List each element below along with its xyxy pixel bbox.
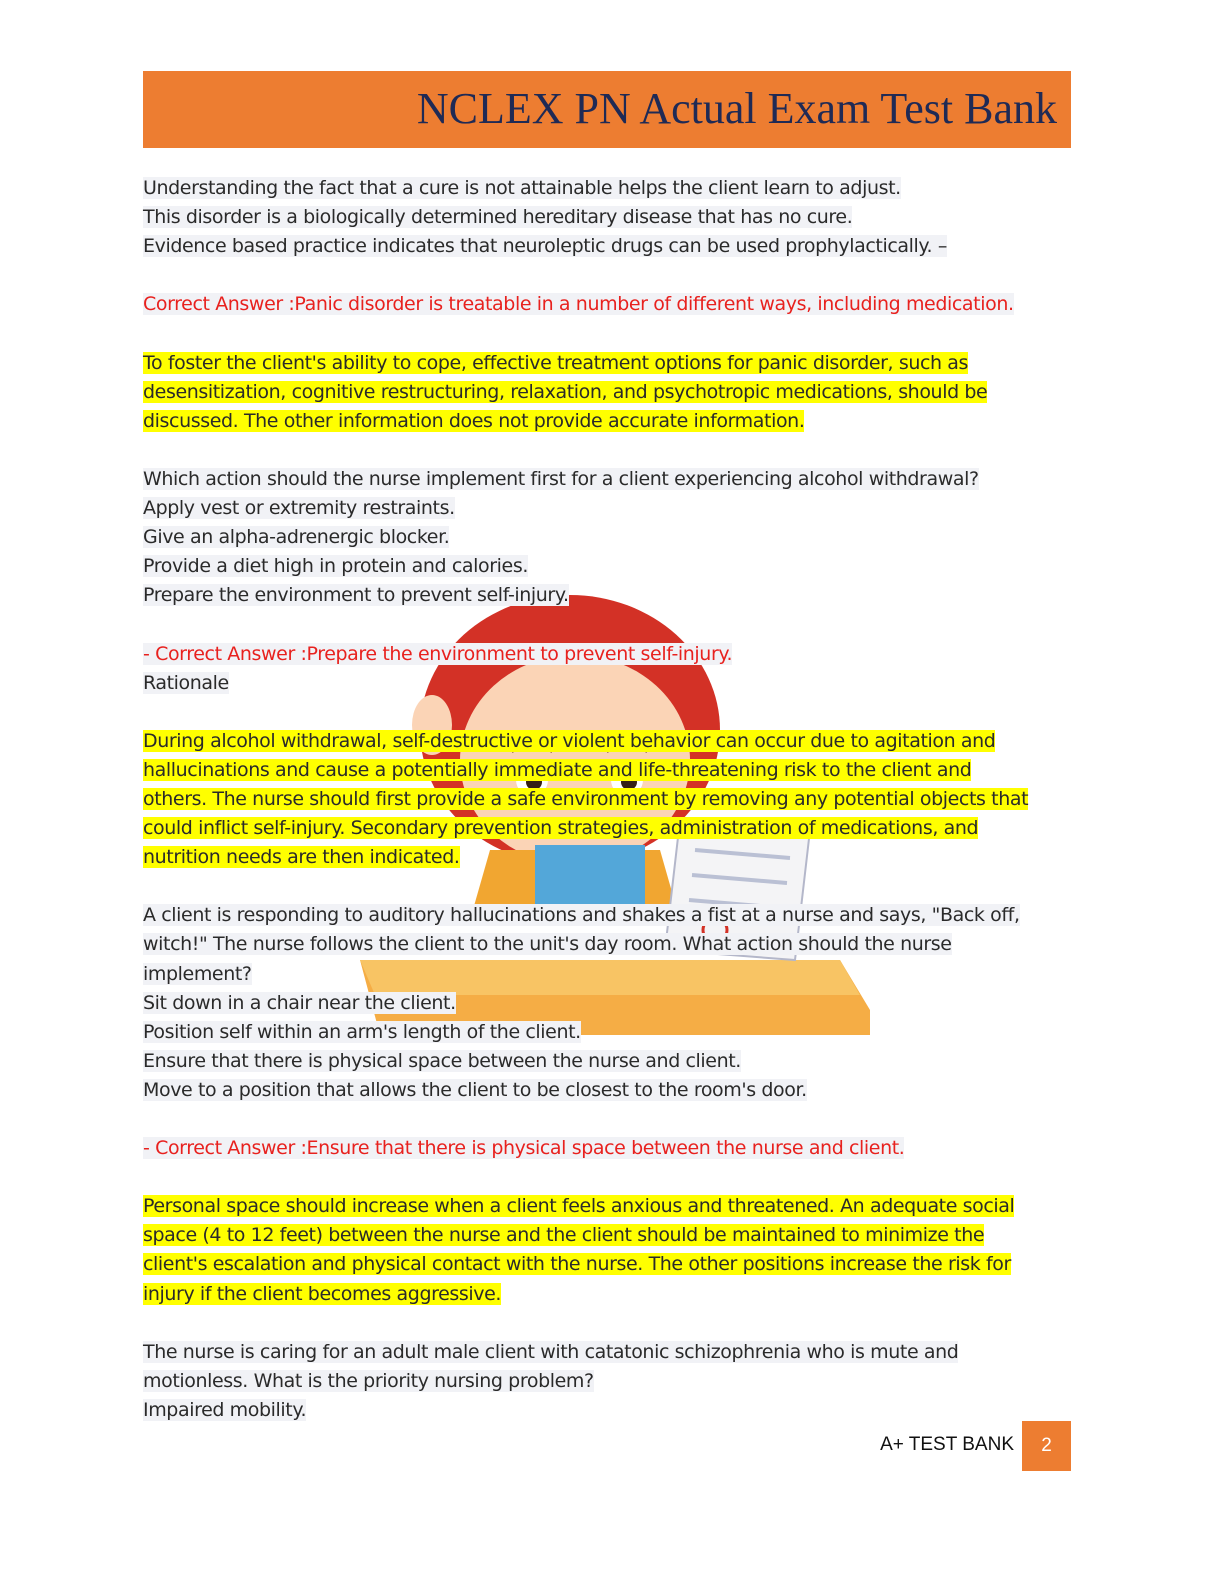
correct-answer-line: Correct Answer :Panic disorder is treatable in a number of different ways, including medication. xyxy=(143,293,1014,316)
rationale-line: During alcohol withdrawal, self-destructive or violent behavior can occur due to agitation and xyxy=(143,729,996,752)
text-line: witch!" The nurse follows the client to the unit's day room. What action should the nurse xyxy=(143,933,952,956)
text-line: This disorder is a biologically determined hereditary disease that has no cure. xyxy=(143,206,853,229)
document-title: NCLEX PN Actual Exam Test Bank xyxy=(416,84,1057,133)
text-line: Evidence based practice indicates that neuroleptic drugs can be used prophylactically. – xyxy=(143,235,947,258)
text-line: Position self within an arm's length of the client. xyxy=(143,1020,581,1043)
paragraph-gap xyxy=(143,872,1073,901)
text-line: Move to a position that allows the client to be closest to the room's door. xyxy=(143,1078,807,1101)
correct-answer-line: - Correct Answer :Ensure that there is physical space between the nurse and client. xyxy=(143,1137,905,1160)
rationale-line: could inflict self-injury. Secondary prevention strategies, administration of medications, and xyxy=(143,817,979,840)
document-body xyxy=(143,174,1073,1425)
text-line: motionless. What is the priority nursing problem? xyxy=(143,1369,594,1392)
rationale-line: space (4 to 12 feet) between the nurse and the client should be maintained to minimize the xyxy=(143,1224,985,1247)
paragraph-gap xyxy=(143,319,1073,348)
text-line: implement? xyxy=(143,962,252,985)
text-line: The nurse is caring for an adult male client with catatonic schizophrenia who is mute and xyxy=(143,1340,959,1363)
text-line: Rationale xyxy=(143,671,229,694)
rationale-line: discussed. The other information does not provide accurate information. xyxy=(143,409,805,432)
text-line: Give an alpha-adrenergic blocker. xyxy=(143,526,450,549)
text-line: Provide a diet high in protein and calories. xyxy=(143,555,528,578)
paragraph-gap xyxy=(143,1163,1073,1192)
text-line: Ensure that there is physical space between the nurse and client. xyxy=(143,1049,741,1072)
rationale-line: hallucinations and cause a potentially immediate and life-threatening risk to the client and xyxy=(143,758,972,781)
correct-answer-line: - Correct Answer :Prepare the environment to prevent self-injury. xyxy=(143,642,733,665)
footer-label: A+ TEST BANK xyxy=(880,1434,1014,1455)
text-line: Which action should the nurse implement first for a client experiencing alcohol withdrawal? xyxy=(143,467,979,490)
rationale-line: nutrition needs are then indicated. xyxy=(143,846,460,869)
paragraph-gap xyxy=(143,698,1073,727)
rationale-line: others. The nurse should first provide a safe environment by removing any potential objects that xyxy=(143,787,1029,810)
rationale-line: To foster the client's ability to cope, effective treatment options for panic disorder, such as xyxy=(143,351,969,374)
text-line: Understanding the fact that a cure is not attainable helps the client learn to adjust. xyxy=(143,177,901,199)
paragraph-gap xyxy=(143,1105,1073,1134)
paragraph-gap xyxy=(143,1309,1073,1338)
paragraph-gap xyxy=(143,436,1073,465)
rationale-line: client's escalation and physical contact with the nurse. The other positions increase the risk for xyxy=(143,1253,1011,1276)
paragraph-gap xyxy=(143,261,1073,290)
header-bar xyxy=(143,71,1071,148)
rationale-line: injury if the client becomes aggressive. xyxy=(143,1282,502,1305)
text-line: Apply vest or extremity restraints. xyxy=(143,497,455,520)
text-line: Sit down in a chair near the client. xyxy=(143,991,456,1014)
paragraph-gap xyxy=(143,610,1073,639)
text-line: Prepare the environment to prevent self-injury. xyxy=(143,584,569,607)
text-line: A client is responding to auditory hallucinations and shakes a fist at a nurse and says, "Back off, xyxy=(143,904,1020,927)
rationale-line: desensitization, cognitive restructuring, relaxation, and psychotropic medications, should be xyxy=(143,380,988,403)
rationale-line: Personal space should increase when a client feels anxious and threatened. An adequate social xyxy=(143,1195,1015,1218)
page-number: 2 xyxy=(1022,1421,1071,1471)
text-line: Impaired mobility. xyxy=(143,1398,307,1421)
